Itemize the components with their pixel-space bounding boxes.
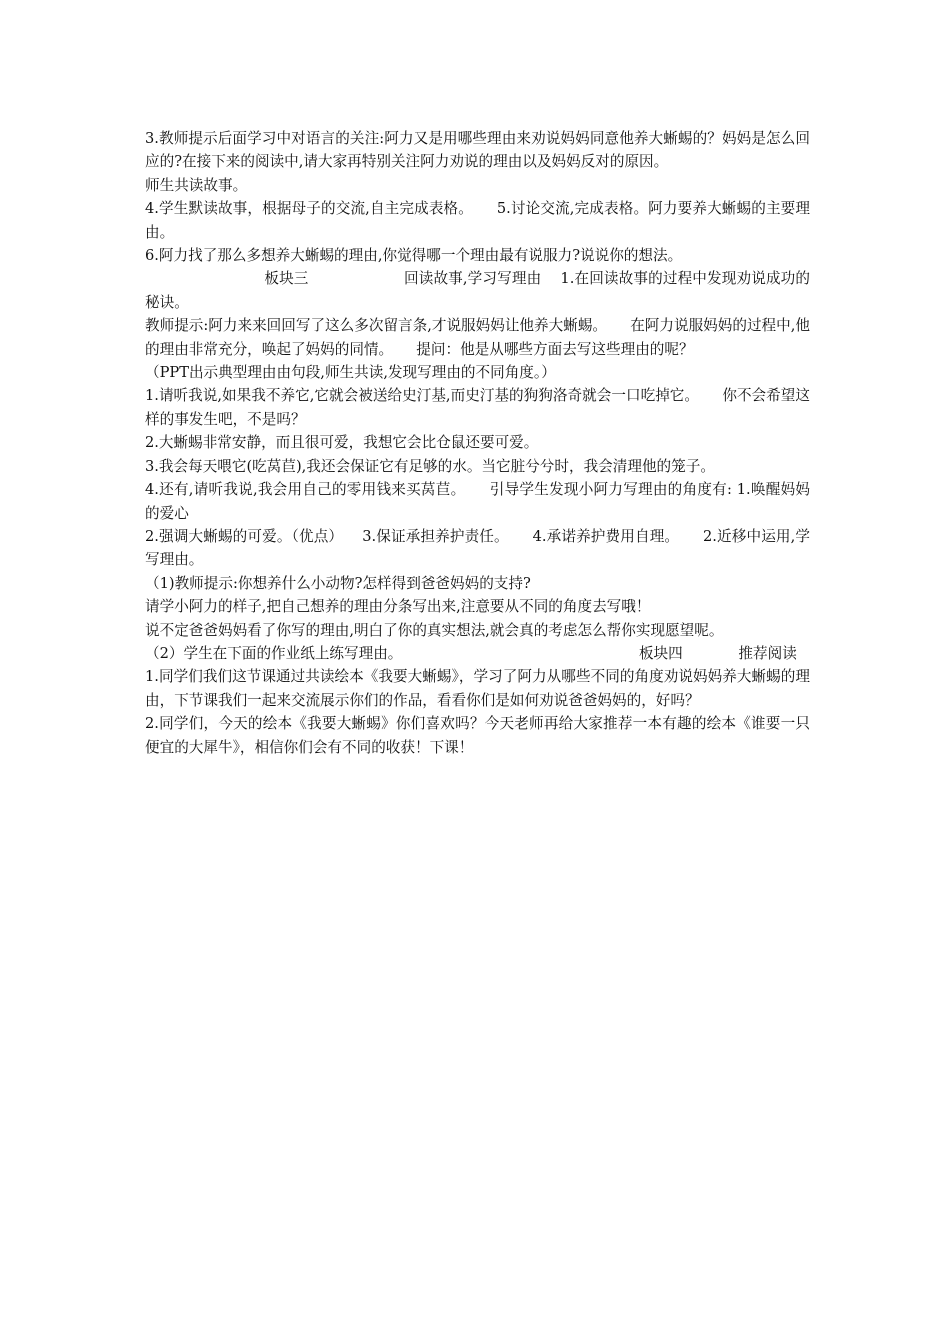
paragraph-parents-consider: 说不定爸爸妈妈看了你写的理由,明白了你的真实想法,就会真的考虑怎么帮你实现愿望呢。 bbox=[145, 621, 724, 639]
paragraph-reason-2: 2.大蜥蜴非常安静，而且很可爱，我想它会比仓鼠还要可爱。 bbox=[145, 434, 539, 452]
paragraph-step-6: 6.阿力找了那么多想养大蜥蜴的理由,你觉得哪一个理由最有说服力?说说你的想法。 bbox=[145, 247, 683, 265]
paragraph-teacher-prompt-persuade: 教师提示:阿力来来回回写了这么多次留言条,才说服妈妈让他养大蜥蜴。 在阿力说服妈妈的过程中,他的理由非常充分，唤起了妈妈的同情。 提问：他是从哪些方面去写这些理由的呢？ bbox=[145, 317, 810, 358]
paragraph-section-4-heading: （2）学生在下面的作业纸上练写理由。 板块四 推荐阅读 bbox=[145, 644, 797, 662]
paragraph-teacher-prompt-3: 3.教师提示后面学习中对语言的关注:阿力又是用哪些理由来劝说妈妈同意他养大蜥蜴的？妈妈是怎么回应的?在接下来的阅读中,请大家再特别关注阿力劝说的理由以及妈妈反对的原因。 bbox=[145, 130, 810, 171]
paragraph-reason-1: 1.请听我说,如果我不养它,它就会被送给史汀基,而史汀基的狗狗洛奇就会一口吃掉它。 你不会希望这样的事发生吧，不是吗？ bbox=[145, 387, 810, 428]
paragraph-shared-reading: 师生共读故事。 bbox=[145, 176, 248, 194]
paragraph-step-4-5: 4.学生默读故事，根据母子的交流,自主完成表格。 5.讨论交流,完成表格。阿力要养大蜥蜴的主要理由。 bbox=[145, 200, 810, 241]
paragraph-prompt-pet: （1)教师提示:你想养什么小动物?怎样得到爸爸妈妈的支持? bbox=[145, 574, 531, 592]
paragraph-reason-4: 4.还有,请听我说,我会用自己的零用钱来买莴苣。 引导学生发现小阿力写理由的角度有: 1.唤醒妈妈的爱心 bbox=[145, 481, 810, 522]
document-body bbox=[145, 127, 810, 759]
paragraph-angles: 2.强调大蜥蜴的可爱。（优点） 3.保证承担养护责任。 4.承诺养护费用自理。 2.近移中运用,学写理由。 bbox=[145, 527, 810, 569]
paragraph-closing-1: 1.同学们我们这节课通过共读绘本《我要大蜥蜴》，学习了阿力从哪些不同的角度劝说妈妈养大蜥蜴的理由，下节课我们一起来交流展示你们的作品，看看你们是如何劝说爸爸妈妈的，好吗？ bbox=[145, 668, 810, 709]
paragraph-section-3-heading: 板块三 回读故事,学习写理由 1.在回读故事的过程中发现劝说成功的秘诀。 bbox=[145, 270, 810, 311]
paragraph-reason-3: 3.我会每天喂它(吃莴苣),我还会保证它有足够的水。当它脏兮兮时，我会清理他的笼子。 bbox=[145, 457, 715, 475]
paragraph-write-reasons: 请学小阿力的样子,把自己想养的理由分条写出来,注意要从不同的角度去写哦！ bbox=[145, 598, 651, 616]
paragraph-ppt-note: （PPT出示典型理由由句段,师生共读,发现写理由的不同角度。） bbox=[145, 364, 556, 382]
paragraph-closing-2: 2.同学们，今天的绘本《我要大蜥蜴》你们喜欢吗？今天老师再给大家推荐一本有趣的绘本《谁要一只便宜的大犀牛》，相信你们会有不同的收获！下课！ bbox=[145, 715, 810, 756]
